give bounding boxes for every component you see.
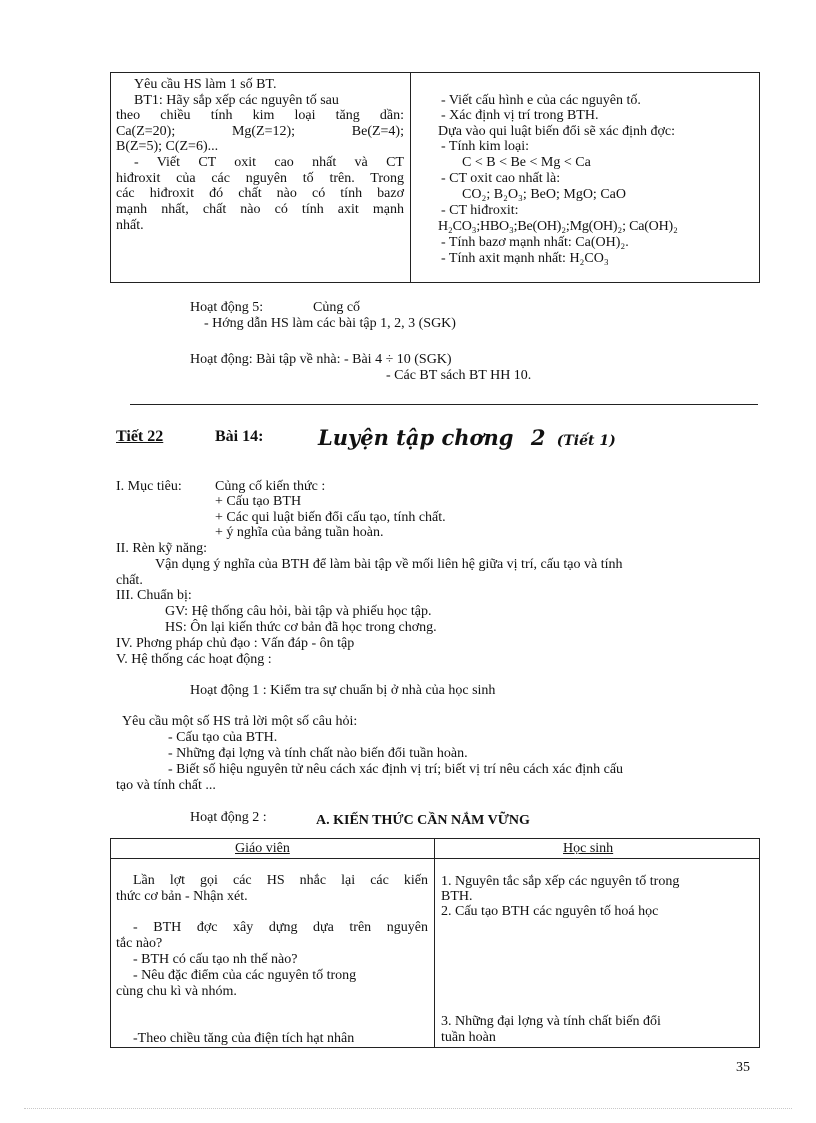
knowledge-table-header-line <box>110 858 760 859</box>
lesson-title <box>318 425 616 450</box>
student-line: tuần hoàn <box>441 1030 496 1045</box>
activity-1-line: - Biết số hiệu nguyên tử nêu cách xác định vị trí; biết vị trí nêu cách xác định cấu <box>168 762 624 777</box>
lesson-title-text: Luyện tập chơng <box>318 425 514 450</box>
student-line: 1. Nguyên tắc sắp xếp các nguyên tố trong <box>441 874 680 889</box>
exercise-table-divider <box>410 72 411 283</box>
answer-line: - Xác định vị trí trong BTH. <box>441 108 599 123</box>
teacher-line: tắc nào? <box>116 936 163 951</box>
table-line: - Viết CT oxit cao nhất và CT <box>134 155 404 170</box>
teacher-line: Lần lợt gọi các HS nhắc lại các kiến <box>133 873 428 888</box>
student-line: 3. Những đại lợng và tính chất biến đổi <box>441 1014 661 1029</box>
preparation-teacher: GV: Hệ thống câu hỏi, bài tập và phiếu học tập. <box>165 604 432 619</box>
answer-line: C < B < Be < Mg < Ca <box>462 155 591 170</box>
activity-1-line: - Những đại lợng và tính chất nào biến đổi tuần hoàn. <box>168 746 468 761</box>
table-line: mạnh nhất, chất nào có tính axit mạnh <box>116 202 404 217</box>
student-line: BTH. <box>441 889 473 904</box>
teacher-line: - BTH có cấu tạo nh thế nào? <box>133 952 298 967</box>
activity-5-line: - Hớng dẫn HS làm các bài tập 1, 2, 3 (SGK) <box>204 316 456 331</box>
activity-2-label: Hoạt động 2 : <box>190 810 267 825</box>
table-line: B(Z=5); C(Z=6)... <box>116 139 219 154</box>
page-bottom-border <box>24 1108 792 1109</box>
answer-line: - Tính axit mạnh nhất: H₂CO₃ <box>441 251 609 266</box>
objective-item: + Các qui luật biến đổi cấu tạo, tính chất. <box>215 510 446 525</box>
lesson-tiet: Tiết 22 <box>116 428 164 445</box>
knowledge-table-divider <box>434 838 435 1048</box>
table-line: Ca(Z=20); Mg(Z=12); Be(Z=4); <box>116 124 404 139</box>
table-line: theo chiều tính kim loại tăng dần: <box>116 108 404 123</box>
homework-line-1: Hoạt động: Bài tập về nhà: - Bài 4 ÷ 10 (SGK) <box>190 352 452 367</box>
objectives-intro: Củng cố kiến thức : <box>215 479 326 494</box>
skills-heading: II. Rèn kỹ năng: <box>116 541 207 556</box>
activities-heading: V. Hệ thống các hoạt động : <box>116 652 272 667</box>
skills-text: Vận dụng ý nghĩa của BTH để làm bài tập về mối liên hệ giữa vị trí, cấu tạo và tính <box>155 557 623 572</box>
objective-item: + Cấu tạo BTH <box>215 494 302 509</box>
method-line: IV. Phơng pháp chủ đạo : Vấn đáp - ôn tập <box>116 636 355 651</box>
table-line: Yêu cầu HS làm 1 số BT. <box>134 77 277 92</box>
activity-5-label: Hoạt động 5: <box>190 300 264 315</box>
teacher-line: - Nêu đặc điểm của các nguyên tố trong <box>133 968 357 983</box>
objective-item: + ý nghĩa của bảng tuần hoàn. <box>215 525 384 540</box>
student-column-header: Học sinh <box>563 841 614 856</box>
answer-line: - CT oxit cao nhất là: <box>441 171 561 186</box>
activity-1-title: Hoạt động 1 : Kiểm tra sự chuẩn bị ở nhà của học sinh <box>190 683 496 698</box>
answer-line: - Tính kim loại: <box>441 139 530 154</box>
table-line: nhất. <box>116 218 144 233</box>
preparation-student: HS: Ôn lại kiến thức cơ bản đã học trong chơng. <box>165 620 437 635</box>
answer-line: - CT hiđroxit: <box>441 203 519 218</box>
activity-5-title: Củng cố <box>313 300 361 315</box>
answer-line: - Tính bazơ mạnh nhất: Ca(OH)₂. <box>441 235 629 250</box>
student-line: 2. Cấu tạo BTH các nguyên tố hoá học <box>441 904 659 919</box>
skills-text-cont: chất. <box>116 573 143 588</box>
table-line: BT1: Hãy sắp xếp các nguyên tố sau <box>134 93 339 108</box>
teacher-line: -Theo chiều tăng của điện tích hạt nhân <box>133 1031 355 1046</box>
activity-1-line: Yêu cầu một số HS trả lời một số câu hỏi: <box>122 714 358 729</box>
lesson-number <box>116 428 163 446</box>
section-divider <box>130 404 758 405</box>
knowledge-table <box>110 838 760 1048</box>
answer-line: CO₂; B₂O₃; BeO; MgO; CaO <box>462 187 626 202</box>
lesson-part: (Tiết 1) <box>556 433 616 449</box>
lesson-bai: Bài 14: <box>215 428 264 445</box>
teacher-line: thức cơ bản - Nhận xét. <box>116 889 248 904</box>
activity-1-line: - Cấu tạo của BTH. <box>168 730 278 745</box>
activity-1-line: tạo và tính chất ... <box>116 778 216 793</box>
homework-line-2: - Các BT sách BT HH 10. <box>386 368 532 383</box>
teacher-line: - BTH đợc xây dựng dựa trên nguyên <box>133 920 428 935</box>
page-number: 35 <box>736 1060 750 1075</box>
answer-line: H₂CO₃;HBO₃;Be(OH)₂;Mg(OH)₂; Ca(OH)₂ <box>438 219 678 234</box>
answer-line: - Viết cấu hình e của các nguyên tố. <box>441 93 641 108</box>
answer-line: Dựa vào qui luật biến đổi sẽ xác định đợc: <box>438 124 675 139</box>
preparation-heading: III. Chuẩn bị: <box>116 588 192 603</box>
objectives-heading: I. Mục tiêu: <box>116 479 182 494</box>
table-line: hiđroxit của các nguyên tố trên. Trong <box>116 171 404 186</box>
table-line: các hiđroxit đó chất nào có tính bazơ <box>116 186 404 201</box>
teacher-line: cùng chu kì và nhóm. <box>116 984 237 999</box>
lesson-chapter-number: 2 <box>530 425 546 450</box>
teacher-column-header: Giáo viên <box>235 841 290 856</box>
activity-2-heading: A. KIẾN THỨC CẦN NẮM VỮNG <box>316 813 530 828</box>
